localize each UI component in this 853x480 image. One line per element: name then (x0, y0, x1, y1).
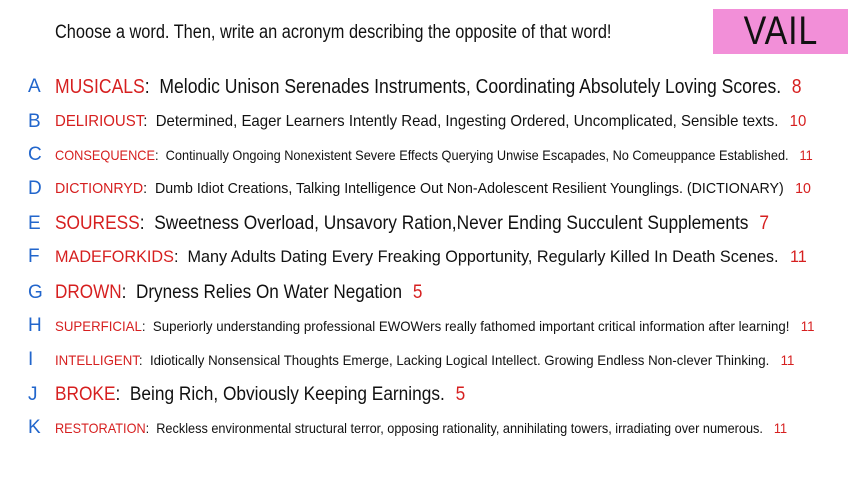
entry-letter: F (28, 246, 40, 267)
entry-count: 5 (455, 383, 466, 405)
entry-content: MADEFORKIDS: Many Adults Dating Every Freaking Opportunity, Regularly Killed In Death Scenes. 11 (55, 247, 807, 266)
entry-count: 7 (759, 212, 770, 234)
entry-word: DELIRIOUST (55, 112, 144, 130)
entry-word: RESTORATION (55, 420, 146, 436)
entry-acronym: Determined, Eager Learners Intently Read, Ingesting Ordered, Uncomplicated, Sensible texts. (155, 112, 779, 130)
entry-letter: C (28, 144, 42, 165)
entry-letter: I (28, 349, 34, 370)
entry-count: 11 (780, 352, 795, 368)
entry-count: 11 (773, 420, 788, 436)
entry-content: MUSICALS: Melodic Unison Serenades Instruments, Coordinating Absolutely Loving Scores. 8 (55, 76, 802, 98)
entry-acronym: Sweetness Overload, Unsavory Ration,Never Ending Succulent Supplements (154, 212, 749, 234)
entry-acronym: Being Rich, Obviously Keeping Earnings. (129, 383, 445, 405)
entry-letter: J (28, 383, 38, 405)
entry-letter: B (28, 110, 41, 132)
prompt-text: Choose a word. Then, write an acronym describing the opposite of that word! (55, 22, 612, 43)
entry-count: 11 (789, 247, 807, 266)
entry-content: DROWN: Dryness Relies On Water Negation 5 (55, 281, 423, 303)
entry-row (0, 179, 853, 199)
entry-row (0, 146, 853, 164)
entry-acronym: Superiorly understanding professional EWOWers really fathomed important critical information after learning! (152, 318, 790, 334)
entry-word: DROWN (55, 281, 122, 303)
entry-content: CONSEQUENCE: Continually Ongoing Nonexistent Severe Effects Querying Unwise Escapades, No Comeuppance Established. 11 (55, 147, 813, 163)
vail-badge (713, 9, 848, 54)
entry-letter: G (28, 281, 43, 303)
entry-acronym: Dryness Relies On Water Negation (135, 281, 403, 303)
entry-word: MUSICALS (55, 76, 145, 98)
entry-count: 5 (412, 281, 423, 303)
entry-row (0, 419, 853, 437)
entry-row (0, 246, 853, 268)
entry-content: DELIRIOUST: Determined, Eager Learners Intently Read, Ingesting Ordered, Uncomplicated, Sensible texts. 10 (55, 112, 807, 130)
entry-row (0, 351, 853, 369)
entry-word: CONSEQUENCE (55, 147, 156, 163)
entry-word: INTELLIGENT (55, 352, 139, 368)
entry-word: BROKE (55, 383, 116, 405)
entry-acronym: Continually Ongoing Nonexistent Severe Effects Querying Unwise Escapades, No Comeuppance Established. (165, 147, 789, 163)
entry-row (0, 382, 853, 407)
entry-row (0, 111, 853, 132)
entry-word: SOURESS (55, 212, 140, 234)
entry-letter: H (28, 315, 42, 336)
entry-letter: A (28, 76, 41, 97)
entry-row (0, 74, 853, 100)
entry-acronym: Reckless environmental structural terror, opposing rationality, annihilating towers, irradiating over numerous. (156, 420, 763, 436)
entry-row (0, 317, 853, 335)
entry-row (0, 211, 853, 236)
entry-row (0, 280, 853, 305)
entry-acronym: Dumb Idiot Creations, Talking Intelligence Out Non-Adolescent Resilient Younglings. (DICTIONARY) (154, 180, 784, 197)
entry-content: SOURESS: Sweetness Overload, Unsavory Ration,Never Ending Succulent Supplements 7 (55, 212, 770, 234)
entry-word: MADEFORKIDS (55, 247, 174, 266)
entry-acronym: Many Adults Dating Every Freaking Opportunity, Regularly Killed In Death Scenes. (187, 247, 779, 266)
entry-count: 8 (791, 76, 802, 98)
entry-count: 11 (800, 318, 815, 334)
entry-count: 10 (789, 112, 807, 130)
entry-letter: D (28, 178, 42, 199)
entry-content: INTELLIGENT: Idiotically Nonsensical Thoughts Emerge, Lacking Logical Intellect. Growing Endless Non-clever Thinking. 11 (55, 352, 795, 368)
entry-letter: K (28, 417, 41, 438)
entry-content: DICTIONRYD: Dumb Idiot Creations, Talking Intelligence Out Non-Adolescent Resilient Younglings. (DICTIONARY) 10 (55, 180, 811, 197)
vail-badge-label: VAIL (743, 9, 818, 53)
entry-acronym: Idiotically Nonsensical Thoughts Emerge, Lacking Logical Intellect. Growing Endless Non-clever Thinking. (149, 352, 770, 368)
entry-acronym: Melodic Unison Serenades Instruments, Coordinating Absolutely Loving Scores. (159, 76, 782, 98)
entry-letter: E (28, 212, 41, 234)
entry-content: SUPERFICIAL: Superiorly understanding professional EWOWers really fathomed important critical information after learning! 11 (55, 318, 815, 334)
entry-content: RESTORATION: Reckless environmental structural terror, opposing rationality, annihilating towers, irradiating over numerous. 11 (55, 420, 788, 436)
entry-content: BROKE: Being Rich, Obviously Keeping Earnings. 5 (55, 383, 466, 405)
entry-word: DICTIONRYD (55, 180, 144, 197)
entry-word: SUPERFICIAL (55, 318, 142, 334)
entry-count: 11 (799, 147, 813, 163)
entry-count: 10 (795, 180, 811, 197)
